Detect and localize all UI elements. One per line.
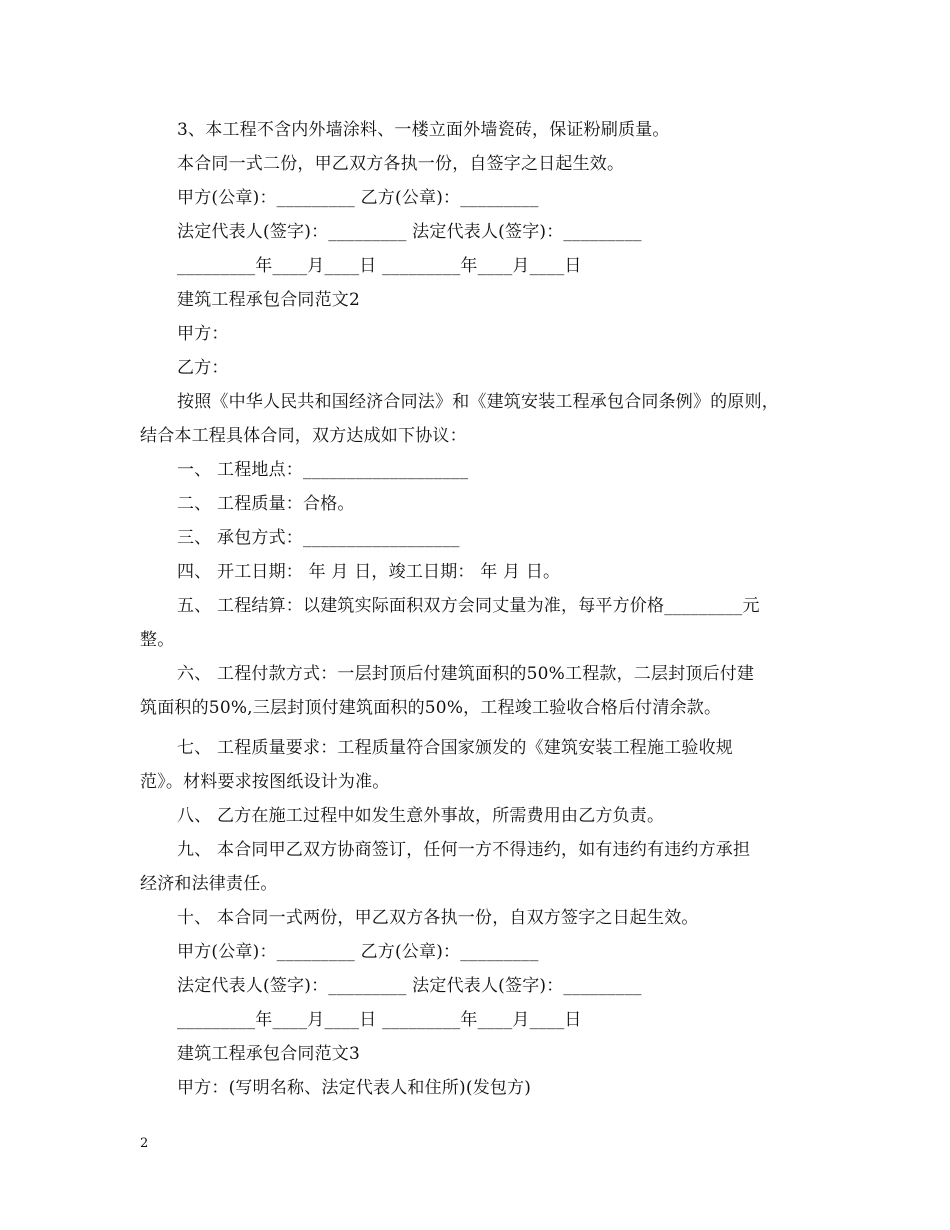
clause-line: 范》。材料要求按图纸设计为准。: [140, 772, 390, 792]
date-line: _________年____月____日 _________年____月____日: [177, 1010, 582, 1030]
signature-line: 法定代表人(签字)：_________ 法定代表人(签字)：_________: [177, 976, 642, 996]
clause-line: 三、 承包方式：__________________: [177, 528, 460, 548]
clause-line: 一、 工程地点：___________________: [177, 460, 469, 480]
clause-line: 七、 工程质量要求：工程质量符合国家颁发的《建筑安装工程施工验收规: [177, 738, 734, 758]
signature-line: 法定代表人(签字)：_________ 法定代表人(签字)：_________: [177, 222, 642, 242]
party-line: 甲方：: [177, 324, 229, 344]
clause-line: 经济和法律责任。: [140, 874, 278, 894]
signature-line: 甲方(公章)：_________ 乙方(公章)：_________: [177, 188, 539, 208]
paragraph-line: 3、本工程不含内外墙涂料、一楼立面外墙瓷砖，保证粉刷质量。: [177, 120, 670, 140]
clause-line: 九、 本合同甲乙双方协商签订，任何一方不得违约，如有违约有违约方承担: [177, 840, 751, 860]
paragraph-line: 结合本工程具体合同，双方达成如下协议：: [140, 426, 467, 446]
clause-line: 十、 本合同一式两份，甲乙双方各执一份，自双方签字之日起生效。: [177, 908, 699, 928]
clause-line: 筑面积的50%,三层封顶付建筑面积的50%，工程竣工验收合格后付清余款。: [140, 698, 722, 718]
clause-line: 八、 乙方在施工过程中如发生意外事故，所需费用由乙方负责。: [177, 806, 665, 826]
paragraph-line: 本合同一式二份，甲乙双方各执一份，自签字之日起生效。: [177, 154, 625, 174]
paragraph-line: 按照《中华人民共和国经济合同法》和《建筑安装工程承包合同条例》的原则，: [177, 392, 779, 412]
date-line: _________年____月____日 _________年____月____日: [177, 256, 582, 276]
section-title: 建筑工程承包合同范文2: [177, 290, 361, 310]
section-title: 建筑工程承包合同范文3: [177, 1044, 361, 1064]
signature-line: 甲方(公章)：_________ 乙方(公章)：_________: [177, 942, 539, 962]
clause-line: 四、 开工日期： 年 月 日，竣工日期： 年 月 日。: [177, 562, 561, 582]
page-number: 2: [140, 1136, 149, 1151]
party-line: 乙方：: [177, 358, 229, 378]
clause-line: 六、 工程付款方式：一层封顶后付建筑面积的50%工程款，二层封顶后付建: [177, 664, 755, 684]
party-line: 甲方：(写明名称、法定代表人和住所)(发包方): [177, 1078, 532, 1098]
clause-line: 五、 工程结算：以建筑实际面积双方会同丈量为准，每平方价格_________元: [177, 596, 760, 616]
clause-line: 二、 工程质量：合格。: [177, 494, 355, 514]
clause-line: 整。: [140, 630, 175, 650]
